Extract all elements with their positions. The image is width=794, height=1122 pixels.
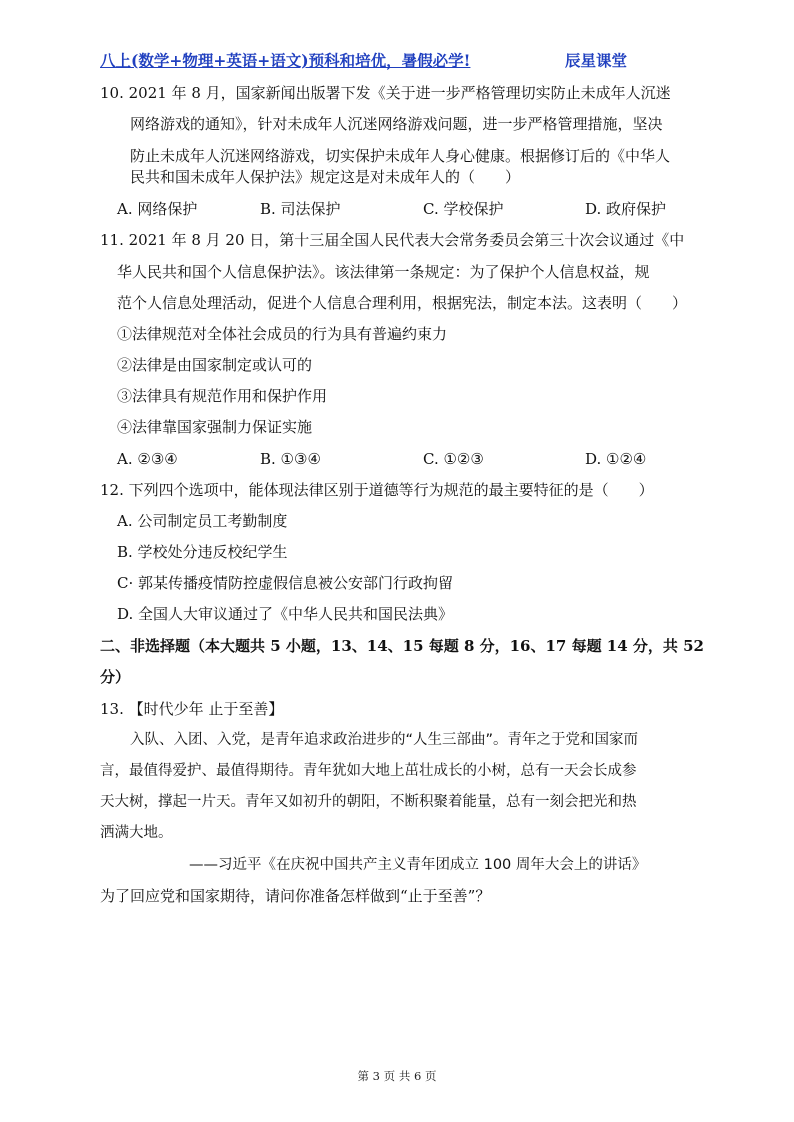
q13-passage-line-2: 言，最值得爱护、最值得期待。青年犹如大地上茁壮成长的小树，总有一天会长成参 [100, 763, 637, 779]
q10-line-4: 民共和国未成年人保护法》规定这是对未成年人的（ ） [130, 168, 521, 186]
q13-title: 13. 【时代少年 止于至善】 [100, 700, 284, 718]
q11-statement-3: ③法律具有规范作用和保护作用 [117, 387, 328, 405]
q11-option-c: C. ①②③ [423, 450, 484, 468]
q11-option-d: D. ①②④ [585, 450, 647, 468]
q11-option-b: B. ①③④ [260, 450, 321, 468]
section-2-heading: 二、非选择题（本大题共 5 小题，13、14、15 每题 8 分，16、17 每题 14 分，共 52 [100, 637, 704, 655]
q10-line-3: 防止未成年人沉迷网络游戏，切实保护未成年人身心健康。根据修订后的《中华人 [130, 147, 671, 165]
q11-statement-2: ②法律是由国家制定或认可的 [117, 356, 313, 374]
q11-statement-1: ①法律规范对全体社会成员的行为具有普遍约束力 [117, 325, 448, 343]
q11-option-a: A. ②③④ [117, 450, 178, 468]
q12-option-a: A. 公司制定员工考勤制度 [117, 512, 288, 530]
q10-line-2: 网络游戏的通知》，针对未成年人沉迷网络游戏问题，进一步严格管理措施，坚决 [130, 115, 663, 133]
header-brand: 辰星课堂 [565, 51, 628, 70]
q10-option-a: A. 网络保护 [117, 200, 198, 218]
page-number: 第 3 页 共 6 页 [357, 1069, 437, 1083]
q10-line-1: 10. 2021 年 8 月，国家新闻出版署下发《关于进一步严格管理切实防止未成年人沉迷 [100, 84, 671, 102]
q12-option-b: B. 学校处分违反校纪学生 [117, 543, 288, 561]
q11-line-3: 范个人信息处理活动，促进个人信息合理利用，根据宪法，制定本法。这表明（ ） [117, 294, 688, 312]
q13-passage-line-3: 天大树，撑起一片天。青年又如初升的朝阳，不断积聚着能量，总有一刻会把光和热 [100, 794, 637, 810]
q13-question: 为了回应党和国家期待，请问你准备怎样做到“止于至善”？ [100, 887, 491, 905]
section-2-heading-cont: 分） [100, 668, 131, 686]
q10-option-d: D. 政府保护 [585, 200, 667, 218]
q11-line-1: 11. 2021 年 8 月 20 日，第十三届全国人民代表大会常务委员会第三十次会议通过《中 [100, 231, 685, 249]
header-banner [100, 49, 628, 71]
header-banner-text: 八上(数学+物理+英语+语文)预科和培优，暑假必学! [100, 51, 471, 70]
q12-option-c: C· 郭某传播疫情防控虚假信息被公安部门行政拘留 [117, 574, 454, 592]
q11-line-2: 华人民共和国个人信息保护法》。该法律第一条规定：为了保护个人信息权益，规 [117, 263, 650, 281]
q12-stem: 12. 下列四个选项中，能体现法律区别于道德等行为规范的最主要特征的是（ ） [100, 481, 654, 499]
q10-option-b: B. 司法保护 [260, 200, 341, 218]
q12-option-d: D. 全国人大审议通过了《中华人民共和国民法典》 [117, 605, 454, 623]
q13-passage-line-1: 入队、入团、入党，是青年追求政治进步的“人生三部曲”。青年之于党和国家而 [130, 732, 639, 748]
q13-passage-line-4: 洒满大地。 [100, 825, 173, 841]
q13-source: ——习近平《在庆祝中国共产主义青年团成立 100 周年大会上的讲话》 [189, 857, 647, 873]
q10-option-c: C. 学校保护 [423, 200, 504, 218]
q11-statement-4: ④法律靠国家强制力保证实施 [117, 418, 313, 436]
